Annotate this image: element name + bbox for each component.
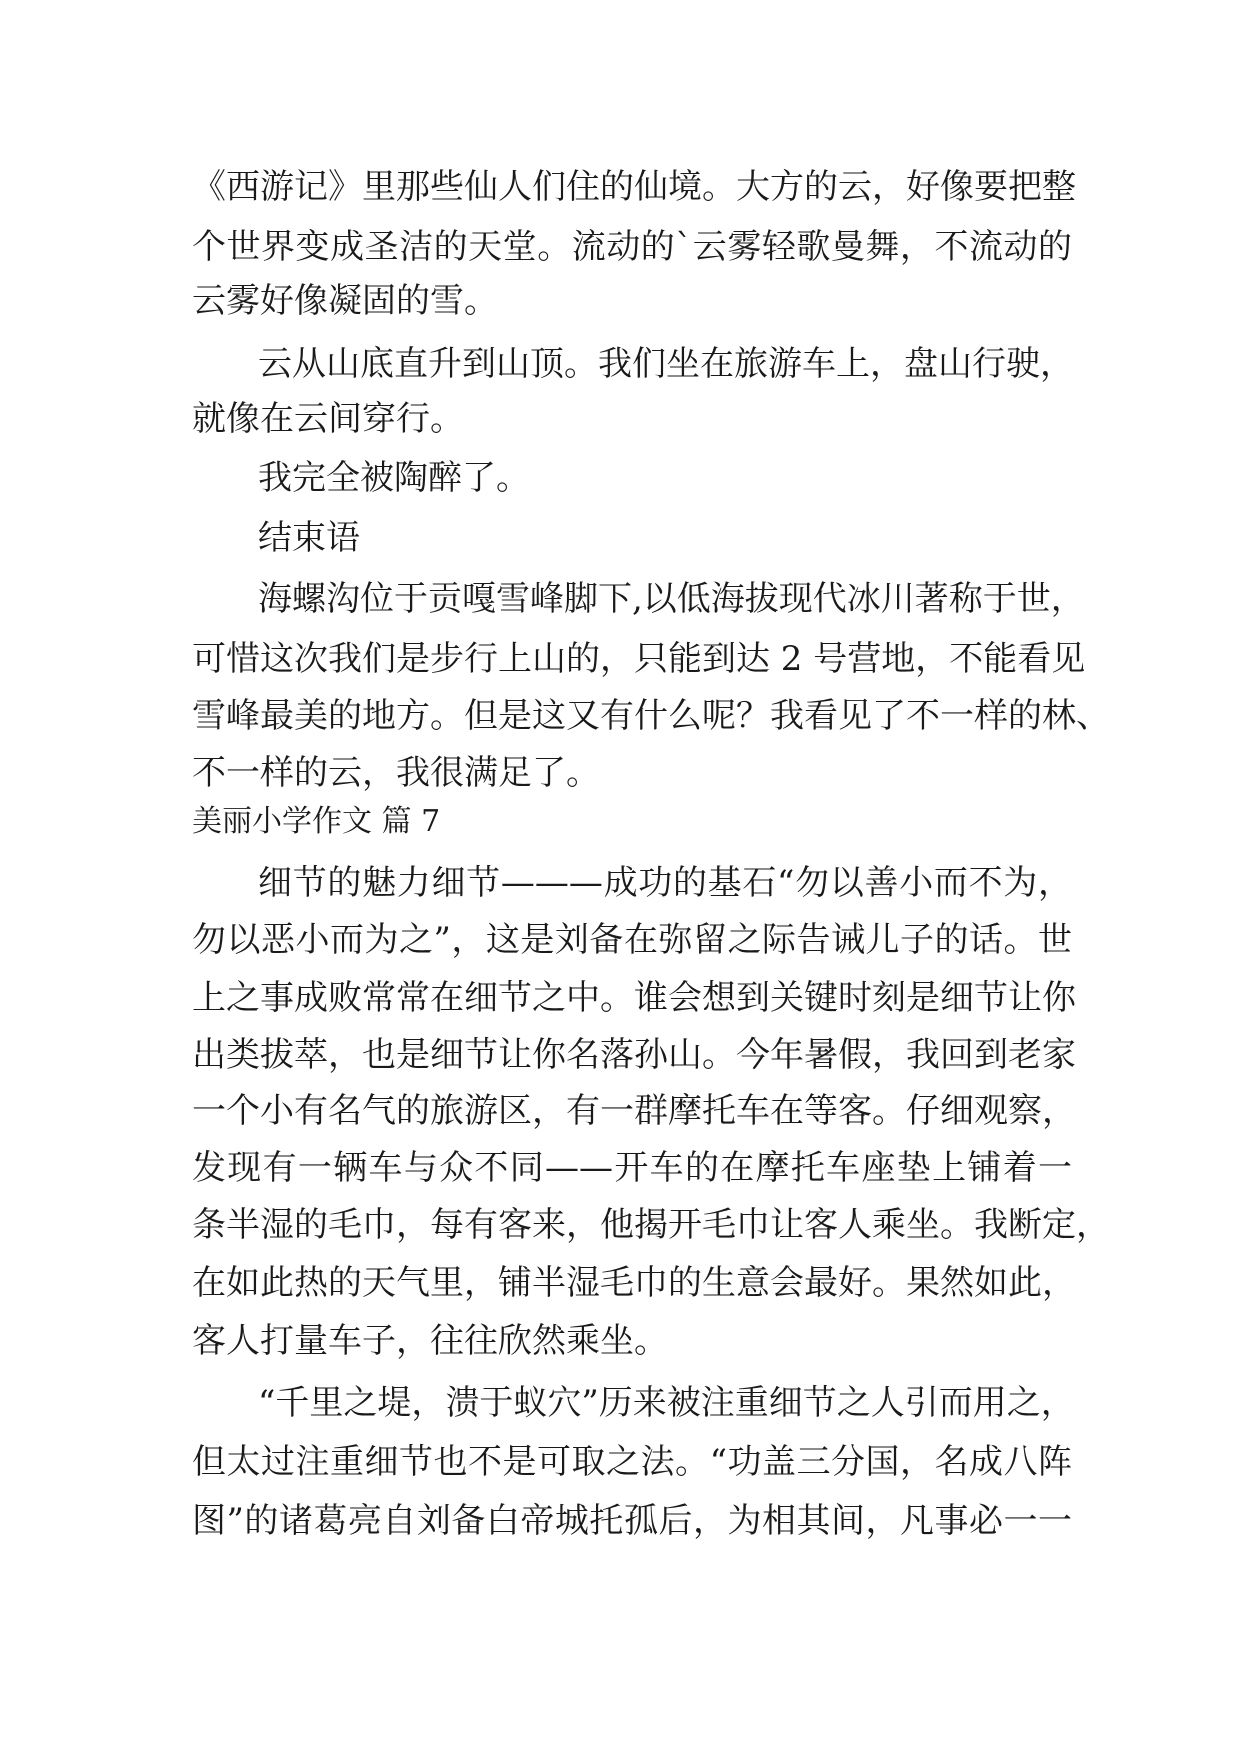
text-line: 雪峰最美的地方。但是这又有什么呢？我看见了不一样的林、 xyxy=(192,696,1110,736)
text-line: 发现有一辆车与众不同——开车的在摩托车座垫上铺着一 xyxy=(192,1148,1072,1188)
text-line: 不一样的云，我很满足了。 xyxy=(192,753,600,793)
section-title: 结束语 xyxy=(258,518,360,558)
text-line: 就像在云间穿行。 xyxy=(192,399,464,439)
text-line: 海螺沟位于贡嘎雪峰脚下,以低海拔现代冰川著称于世， xyxy=(258,579,1085,619)
text-line: “千里之堤，溃于蚁穴”历来被注重细节之人引而用之， xyxy=(258,1383,1075,1423)
text-line: 但太过注重细节也不是可取之法。“功盖三分国，名成八阵 xyxy=(192,1442,1072,1482)
text-line: 一个小有名气的旅游区，有一群摩托车在等客。仔细观察， xyxy=(192,1091,1076,1131)
text-line: 个世界变成圣洁的天堂。流动的`云雾轻歌曼舞，不流动的 xyxy=(192,227,1072,267)
text-line: 我完全被陶醉了。 xyxy=(258,458,530,498)
text-line: 云从山底直升到山顶。我们坐在旅游车上，盘山行驶， xyxy=(258,344,1074,384)
text-line: 客人打量车子，往往欣然乘坐。 xyxy=(192,1321,668,1361)
text-line: 图”的诸葛亮自刘备白帝城托孤后，为相其间，凡事必一一 xyxy=(192,1501,1072,1541)
essay-heading: 美丽小学作文 篇 7 xyxy=(192,804,441,839)
text-line: 可惜这次我们是步行上山的，只能到达 2 号营地，不能看见 xyxy=(192,639,1086,679)
text-line: 条半湿的毛巾，每有客来，他揭开毛巾让客人乘坐。我断定， xyxy=(192,1205,1110,1245)
text-line: 在如此热的天气里，铺半湿毛巾的生意会最好。果然如此， xyxy=(192,1263,1076,1303)
text-line: 细节的魅力细节———成功的基石“勿以善小而不为， xyxy=(258,863,1072,903)
text-line: 勿以恶小而为之”，这是刘备在弥留之际告诫儿子的话。世 xyxy=(192,920,1072,960)
text-line: 云雾好像凝固的雪。 xyxy=(192,281,498,321)
text-line: 上之事成败常常在细节之中。谁会想到关键时刻是细节让你 xyxy=(192,978,1076,1018)
text-line: 《西游记》里那些仙人们住的仙境。大方的云，好像要把整 xyxy=(192,167,1076,207)
text-line: 出类拔萃，也是细节让你名落孙山。今年暑假，我回到老家 xyxy=(192,1035,1076,1075)
